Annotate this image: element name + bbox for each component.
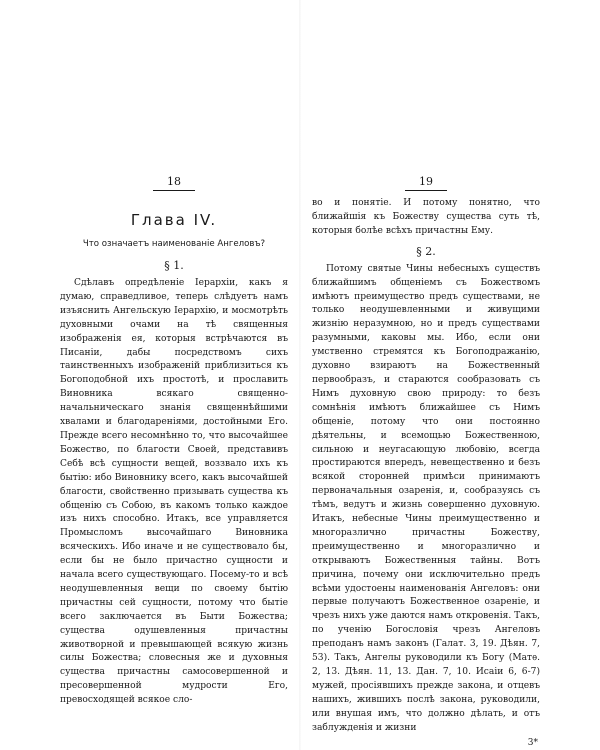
page-number-right: 19 [312,175,540,191]
paragraph-continuation: во и понятіе. И потому понятно, что ближайшія къ Божеству существа суть тѣ, которыя болѣе всѣхъ причастны Ему. [312,198,540,236]
chapter-subtitle: Что означаетъ наименованіе Ангеловъ? [82,239,266,249]
paragraph-right: Потому святые Чины небесныхъ существъ ближайшимъ общеніемъ съ Божествомъ имѣютъ преимущество предъ существами, не только неодушевленными и живущими жизнію неразумною, но и предъ существами разумными, каковы мы. Ибо, если они умственно стремятся къ Богоподражанію, духовно взираютъ на Божественный первообразъ, и стараются сообразовать съ Нимъ духовную свою природу: то безъ сомнѣнія имѣютъ ближайшее съ Нимъ общеніе, потому что они постоянно дѣятельны, и всемощью Божественною, сильною и неугасающую любовію, всегда простираются впередъ, невещественно и безъ всякой сторонней примѣси принимаютъ первоначальныя озаренія, и, сообразуясь съ тѣмъ, ведутъ и жизнь совершенно духовную. Итакъ, небесные Чины преимущественно и многоразлично причастны Божеству, преимущественно и многоразлично и открываютъ Божественныя тайны. Вотъ причина, почему они исключительно предъ всѣми удостоены наименованія Ангеловъ: они первые получаютъ Божественное озареніе, и чрезъ нихъ уже даются намъ откровенія. Такъ, по ученію Богословія чрезъ Ангеловъ преподанъ намъ законъ (Галат. 3, 19. Дѣян. 7, 53). Такъ, Ангелы руководили къ Богу (Матѳ. 2, 13. Дѣян. 11, 13. Дан. 7, 10. Исаіи 6, 6-7) мужей, просіявшихъ прежде закона, и отцевъ нашихъ, жившихъ послѣ закона, руководили, или внушая имъ, что должно дѣлать, и отъ заблужденія и жизни [312,263,541,733]
section-heading-2: § 2. [416,244,436,258]
printer-signature-mark: 3* [527,737,538,748]
chapter-title: Глава IV. [130,211,218,229]
book-gutter [299,0,301,750]
paragraph-left: Сдѣлавъ опредѣленіе Іерархіи, какъ я думаю, справедливое, теперь слѣдуетъ намъ изъяснить Ангельскую Іерархію, и мосмотрѣть духовными очами на тѣ священныя изображенія ея, которыя встрѣчаются въ Писаніи, дабы посредствомъ сихъ таинственныхъ изображеній приблизиться къ Богоподобной ихъ простотѣ, и прославить Виновника всякаго священно-начальническаго знанія священнѣйшими хвалами и благодареніями, достойными Его. Прежде всего несомнѣнно то, что высочайшее Божество, по благости Своей, представивъ Себѣ всѣ сущности вещей, воззвало ихъ къ бытію: ибо Виновнику всего, какъ высочайшей благости, свойственно призывать существа къ общенію съ Собою, въ какомъ только каждое изъ нихъ способно. Итакъ, все управляется Промысломъ высочайшаго Виновника всяческихъ. Ибо иначе и не существовало бы, если бы не было причастно сущности и начала всего существующаго. Посему-то и всѣ неодушевленныя вещи по своему бытію причастны сей сущности, потому что бытіе всего заключается въ Быти Божества; существа одушевленныя причастны животворной и превышающей всякую жизнь силы Божества; словесныя же и духовныя существа причастны самосовершенной и пресовершенной мудрости Его, превосходящей всякое сло- [60,278,288,706]
section-heading-1: § 1. [164,259,184,272]
page-number-left: 18 [60,175,288,191]
right-page [300,0,600,750]
